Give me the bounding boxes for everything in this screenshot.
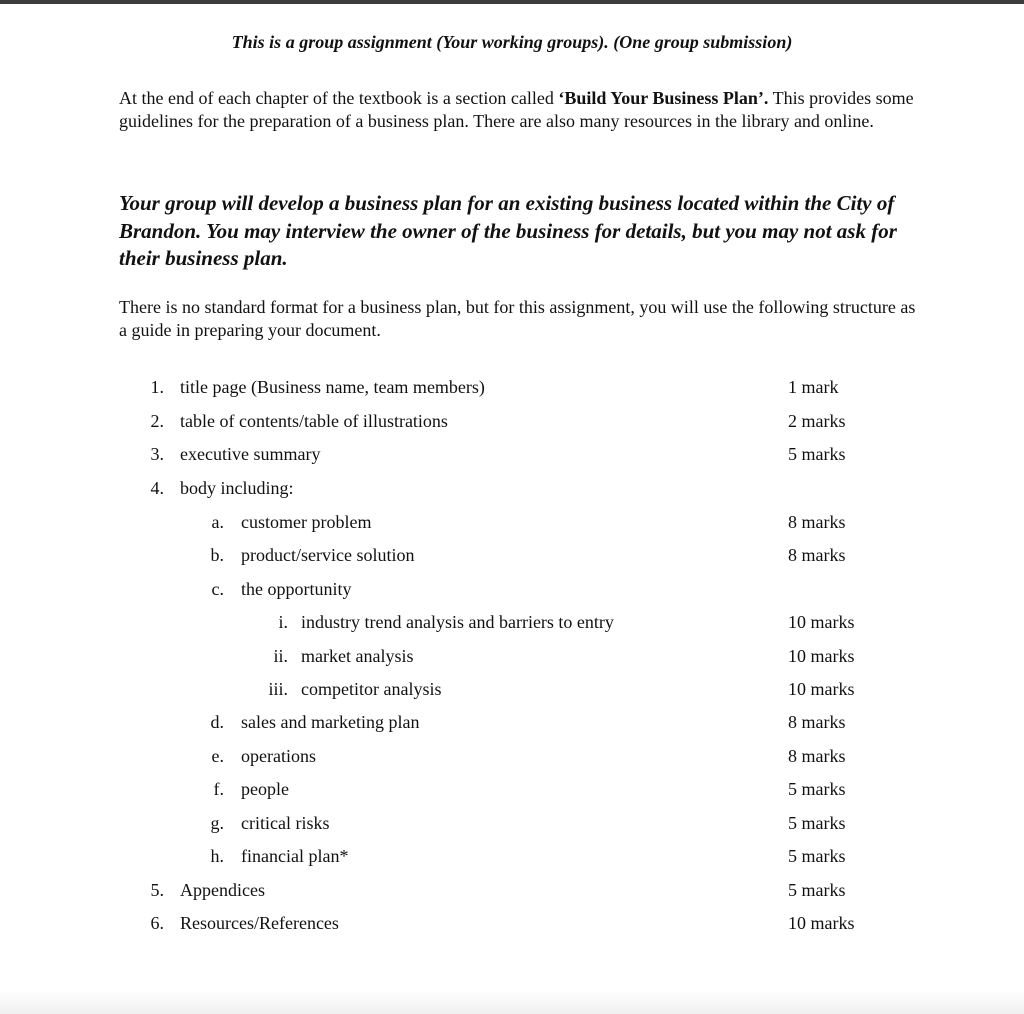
item-number: iii. (268, 679, 288, 699)
cut-off-text-fragment (400, 0, 610, 3)
item-number: 6. (150, 913, 164, 933)
item-text: operations (241, 746, 316, 766)
item-text: customer problem (241, 512, 372, 532)
item-text: people (241, 779, 289, 799)
item-text: Appendices (180, 880, 265, 900)
item-text: executive summary (180, 444, 321, 464)
item-text: industry trend analysis and barriers to entry (301, 612, 614, 632)
item-marks: 8 marks (788, 746, 846, 766)
item-number: i. (278, 612, 288, 632)
item-text: the opportunity (241, 579, 352, 599)
item-marks: 5 marks (788, 779, 846, 799)
item-number: d. (210, 712, 224, 732)
intro-text-start: At the end of each chapter of the textbook is a section called (119, 88, 559, 108)
task-paragraph: Your group will develop a business plan for an existing business located within the City of Brandon. You may interview the owner of the business for details, but you may not ask for their business plan. (119, 191, 897, 270)
item-text: sales and marketing plan (241, 712, 420, 732)
item-number: 3. (150, 444, 164, 464)
outline-item (0, 677, 1024, 701)
outline-item (0, 777, 1024, 801)
outline-item (0, 375, 1024, 399)
item-text: financial plan* (241, 846, 349, 866)
item-marks: 10 marks (788, 679, 855, 699)
item-text: Resources/References (180, 913, 339, 933)
item-text: competitor analysis (301, 679, 442, 699)
intro-emphasis: ‘Build Your Business Plan’. (558, 88, 769, 108)
item-number: ii. (273, 646, 288, 666)
item-marks: 10 marks (788, 913, 855, 933)
item-marks: 8 marks (788, 512, 846, 532)
outline-item (0, 811, 1024, 835)
outline-item (0, 844, 1024, 868)
item-marks: 5 marks (788, 846, 846, 866)
format-note-paragraph: There is no standard format for a business plan, but for this assignment, you will use the following structure as a guide in preparing your document. (119, 297, 916, 340)
item-number: 1. (150, 377, 164, 397)
outline-item (0, 442, 1024, 466)
outline-item (0, 476, 1024, 500)
outline-item (0, 577, 1024, 601)
item-text: critical risks (241, 813, 330, 833)
item-marks: 1 mark (788, 377, 839, 397)
item-marks: 5 marks (788, 444, 846, 464)
item-marks: 8 marks (788, 545, 846, 565)
intro-paragraph (119, 87, 919, 133)
item-marks: 8 marks (788, 712, 846, 732)
item-number: f. (213, 779, 224, 799)
item-text: market analysis (301, 646, 414, 666)
outline-item (0, 710, 1024, 734)
item-text: body including: (180, 478, 294, 498)
assignment-heading: This is a group assignment (Your working groups). (One group submission) (231, 32, 793, 52)
item-number: b. (210, 545, 224, 565)
item-marks: 5 marks (788, 813, 846, 833)
item-marks: 10 marks (788, 612, 855, 632)
item-number: e. (211, 746, 224, 766)
outline-item (0, 878, 1024, 902)
item-marks: 5 marks (788, 880, 846, 900)
page-bottom-edge (0, 990, 1024, 1014)
item-number: h. (210, 846, 224, 866)
outline-item (0, 510, 1024, 534)
outline-item (0, 610, 1024, 634)
outline-item (0, 543, 1024, 567)
item-marks: 2 marks (788, 411, 846, 431)
outline-item (0, 911, 1024, 935)
item-number: 4. (150, 478, 164, 498)
intro-text-end: This provides some guidelines for the preparation of a business plan. There are also many resources in the library and online. (119, 88, 914, 131)
item-text: title page (Business name, team members) (180, 377, 485, 397)
item-text: product/service solution (241, 545, 415, 565)
item-marks: 10 marks (788, 646, 855, 666)
item-number: a. (211, 512, 224, 532)
outline-item (0, 644, 1024, 668)
outline-item (0, 409, 1024, 433)
item-number: 5. (150, 880, 164, 900)
item-number: c. (211, 579, 224, 599)
outline-item (0, 744, 1024, 768)
item-number: g. (210, 813, 224, 833)
item-text: table of contents/table of illustrations (180, 411, 448, 431)
item-number: 2. (150, 411, 164, 431)
